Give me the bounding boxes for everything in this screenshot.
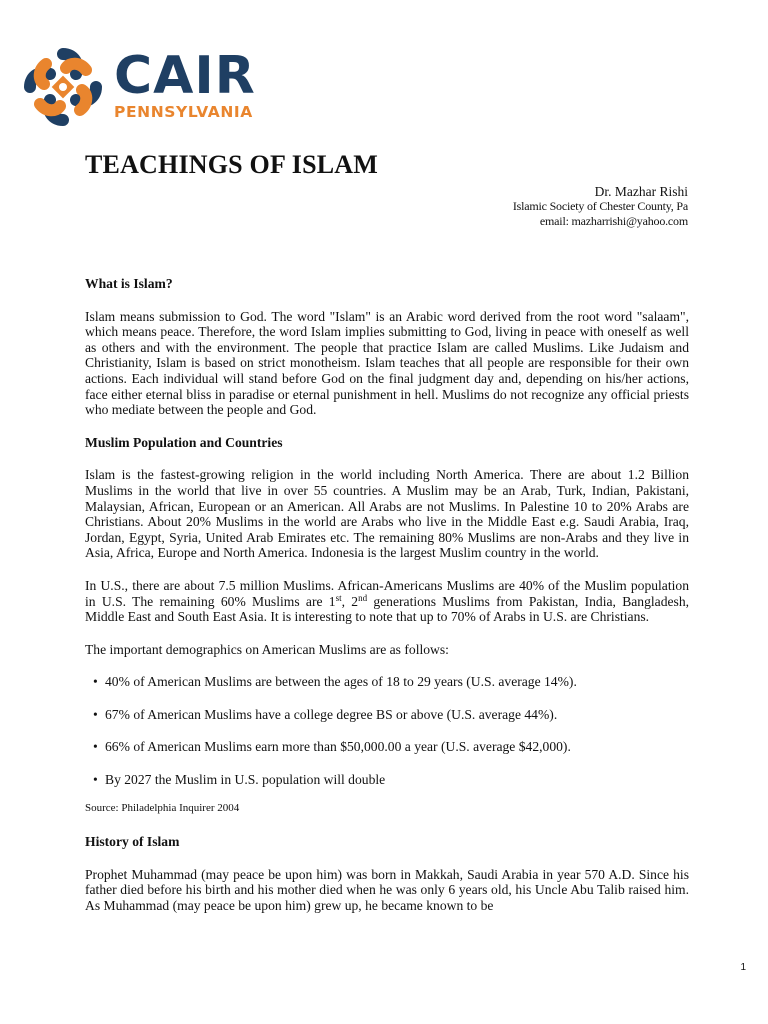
list-item-text: 66% of American Muslims earn more than $50,000.00 a year (U.S. average $42,000). [105,739,571,755]
cair-star-emblem-icon [22,46,104,128]
author-name: Dr. Mazhar Rishi [594,184,688,199]
section-heading-history: History of Islam [85,834,180,850]
superscript-st: st [335,592,342,603]
author-email: email: mazharrishi@yahoo.com [539,214,688,228]
demographics-intro: The important demographics on American Muslims are as follows: [85,641,449,657]
author-block [513,184,688,229]
what-is-islam-paragraph: Islam means submission to God. The word "Islam" is an Arabic word derived from the root word "salaam", which means peace. Therefore, the word Islam implies submitting to God, living in peace with oneself as well as others and with the environment. The people that practice Islam are called Muslims. Like Judaism and Christianity, Islam is based on strict monotheism. Islam teaches that all people are responsible for their own actions. Each individual will stand before God on the final judgment day and, depending on his/her actions, face either eternal bliss in paradise or eternal punishment in hell. Muslims do not recognize any official priests who mediate between the people and God. [85,308,689,418]
bullet-icon: • [93,772,98,788]
bullet-icon: • [93,674,98,690]
bullet-icon: • [93,706,98,722]
list-item-text: 67% of American Muslims have a college degree BS or above (U.S. average 44%). [105,706,558,722]
superscript-nd: nd [358,592,368,603]
section-heading-population: Muslim Population and Countries [85,434,283,450]
document-body [85,276,689,931]
author-organization: Islamic Society of Chester County, Pa [512,199,688,213]
document-title: TEACHINGS OF ISLAM [85,150,379,179]
population-paragraph-1: Islam is the fastest-growing religion in the world including North America. There are about 1.2 Billion Muslims in the world that live in over 55 countries. A Muslim may be an Arab, Turk, Indian, Pakistani, Malaysian, African, European or an American. All Arabs are not Muslims. In Palestine 10 to 20% Arabs are Christians. About 20% Muslims in the world are Arabs who live in the Middle East e.g. Saudi Arabia, Iraq, Jordan, Egypt, Syria, United Arab Emirates etc. The remaining 80% Muslims are non-Arabs and they live in Asia, Africa, Europe and North America. Indonesia is the largest Muslim country in the world. [85,467,689,561]
list-item [85,772,689,788]
history-paragraph: Prophet Muhammad (may peace be upon him) was born in Makkah, Saudi Arabia in year 570 A.D. Since his father died before his birth and his mother died when he was only 6 years old, his Uncle Abu Talib raised him. As Muhammad (may peace be upon him) grew up, he became known to be [85,866,689,914]
list-item-text: 40% of American Muslims are between the ages of 18 to 29 years (U.S. average 14%). [105,674,577,690]
list-item [85,707,689,723]
brand-region: PENNSYLVANIA [114,103,253,121]
cair-pennsylvania-logo [22,46,262,128]
page-number: 1 [740,962,746,973]
population-paragraph-2-part-1: In U.S., there are about 7.5 million Muslims. African-Americans Muslims are 40% of the Muslim population in U.S. The remaining 60% Muslims are 1 [85,577,689,609]
population-paragraph-2-part-2: , 2 [341,593,359,609]
population-paragraph-2-part-3: generations Muslims from Pakistan, India, Bangladesh, Middle East and South East Asia. It is interesting to note that up to 70% of Arabs in U.S. are Christians. [85,593,690,625]
list-item [85,739,689,755]
demographics-list [85,674,689,787]
source-citation: Source: Philadelphia Inquirer 2004 [85,801,240,814]
list-item [85,674,689,690]
list-item-text: By 2027 the Muslim in U.S. population will double [105,772,386,788]
population-paragraph-2 [85,578,689,625]
brand-name: CAIR [114,46,256,106]
bullet-icon: • [93,739,98,755]
section-heading-what-is-islam: What is Islam? [85,276,173,291]
